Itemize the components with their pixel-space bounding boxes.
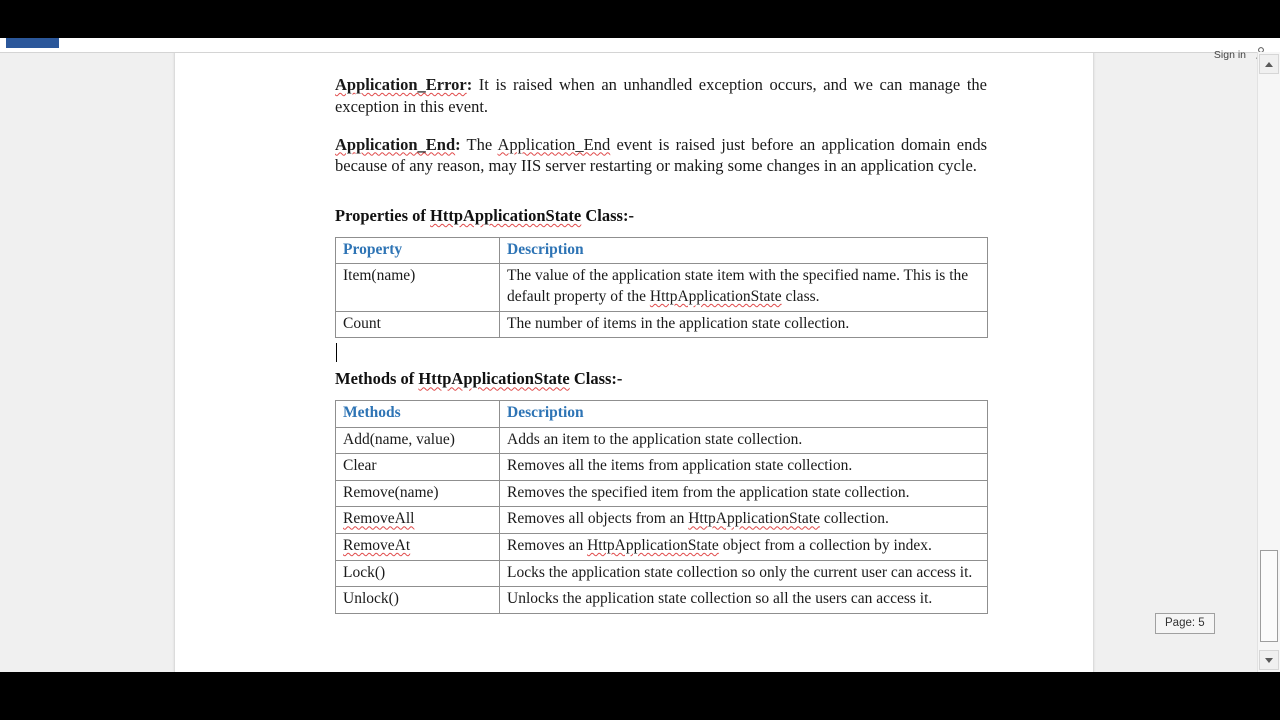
scroll-down-button[interactable]	[1259, 650, 1279, 670]
methods-row-0-name: Add(name, value)	[336, 427, 500, 454]
document-page[interactable]	[174, 52, 1094, 672]
methods-row-6-name: Unlock()	[336, 587, 500, 614]
methods-row-4-name: RemoveAt	[336, 534, 500, 561]
properties-row-1-name: Count	[336, 311, 500, 338]
sign-in-label[interactable]: Sign in	[1213, 49, 1246, 61]
methods-row-5-desc: Locks the application state collection so only the current user can access it.	[500, 560, 988, 587]
inline-term-application-end: Application_End	[497, 134, 611, 154]
properties-row-0-desc-before: The value of the application state item with the specified name. This is the default property of the	[507, 267, 969, 306]
methods-row-2-name: Remove(name)	[336, 480, 500, 507]
methods-row-2-desc: Removes the specified item from the application state collection.	[500, 480, 988, 507]
properties-row-0-desc	[500, 264, 988, 311]
document-canvas	[0, 52, 1258, 672]
table-header-row	[336, 401, 988, 428]
properties-heading-prefix: Properties of	[335, 206, 430, 226]
methods-col-description: Description	[500, 401, 988, 428]
table-header-row	[336, 237, 988, 264]
chevron-down-icon	[1265, 658, 1273, 663]
methods-row-1-name: Clear	[336, 454, 500, 481]
paragraph-0-separator: :	[466, 75, 473, 94]
table-row[interactable]	[336, 534, 988, 561]
methods-row-3-desc	[500, 507, 988, 534]
paragraph-1-separator: :	[455, 134, 461, 154]
properties-heading	[335, 205, 987, 227]
vertical-scrollbar[interactable]	[1257, 52, 1280, 672]
methods-row-1-desc: Removes all the items from application state collection.	[500, 454, 988, 481]
properties-heading-term: HttpApplicationState	[430, 206, 582, 226]
methods-row-3-desc-after: collection.	[819, 510, 889, 528]
letterbox-bottom	[0, 672, 1280, 720]
scroll-up-button[interactable]	[1259, 54, 1279, 74]
properties-col-property: Property	[336, 237, 500, 264]
paragraph-application-error	[335, 74, 987, 118]
properties-row-0-name: Item(name)	[336, 264, 500, 311]
methods-col-methods: Methods	[336, 401, 500, 428]
properties-row-1-desc: The number of items in the application state collection.	[500, 311, 988, 338]
methods-row-3-desc-before: Removes all objects from an	[507, 510, 689, 528]
methods-row-4-desc-after: object from a collection by index.	[718, 537, 932, 555]
methods-row-3-name: RemoveAll	[336, 507, 500, 534]
table-row[interactable]	[336, 560, 988, 587]
letterbox-top	[0, 0, 1280, 38]
methods-row-4-desc-before: Removes an	[507, 537, 588, 555]
paragraph-1-text-before: The	[460, 134, 498, 154]
methods-heading-suffix: Class:-	[569, 369, 623, 389]
methods-heading	[335, 368, 987, 390]
methods-heading-term: HttpApplicationState	[418, 369, 570, 389]
term-application-end: Application_End	[335, 134, 456, 154]
methods-row-3-desc-term: HttpApplicationState	[688, 510, 820, 528]
paragraph-0-text: It is raised when an unhandled exception occurs, and we can manage the exception in this event.	[335, 75, 987, 116]
methods-row-0-desc: Adds an item to the application state collection.	[500, 427, 988, 454]
methods-row-4-desc-term: HttpApplicationState	[587, 537, 719, 555]
table-row[interactable]	[336, 587, 988, 614]
paragraph-application-end	[335, 134, 987, 178]
table-row[interactable]	[336, 454, 988, 481]
methods-row-5-name: Lock()	[336, 560, 500, 587]
table-row[interactable]	[336, 507, 988, 534]
document-body[interactable]	[335, 74, 987, 614]
methods-row-6-desc: Unlocks the application state collection so all the users can access it.	[500, 587, 988, 614]
page-number-tooltip: Page: 5	[1155, 613, 1215, 634]
term-application-error: Application_Error	[335, 75, 467, 94]
table-row[interactable]	[336, 264, 988, 311]
properties-row-0-desc-after: class.	[781, 288, 820, 306]
methods-heading-prefix: Methods of	[335, 369, 419, 389]
paragraph-1-text-after: event is raised just before an application domain ends because of any reason, may IIS server restarting or making some changes in an application cycle.	[335, 134, 987, 176]
scrollbar-thumb[interactable]	[1260, 550, 1278, 642]
methods-row-4-desc	[500, 534, 988, 561]
properties-row-0-desc-term: HttpApplicationState	[649, 288, 782, 306]
text-caret	[336, 343, 337, 362]
table-row[interactable]	[336, 427, 988, 454]
chevron-up-icon	[1265, 62, 1273, 67]
table-row[interactable]	[336, 480, 988, 507]
methods-table[interactable]	[335, 400, 988, 614]
properties-col-description: Description	[500, 237, 988, 264]
table-row[interactable]	[336, 311, 988, 338]
properties-heading-suffix: Class:-	[581, 206, 634, 226]
properties-table[interactable]	[335, 237, 988, 338]
